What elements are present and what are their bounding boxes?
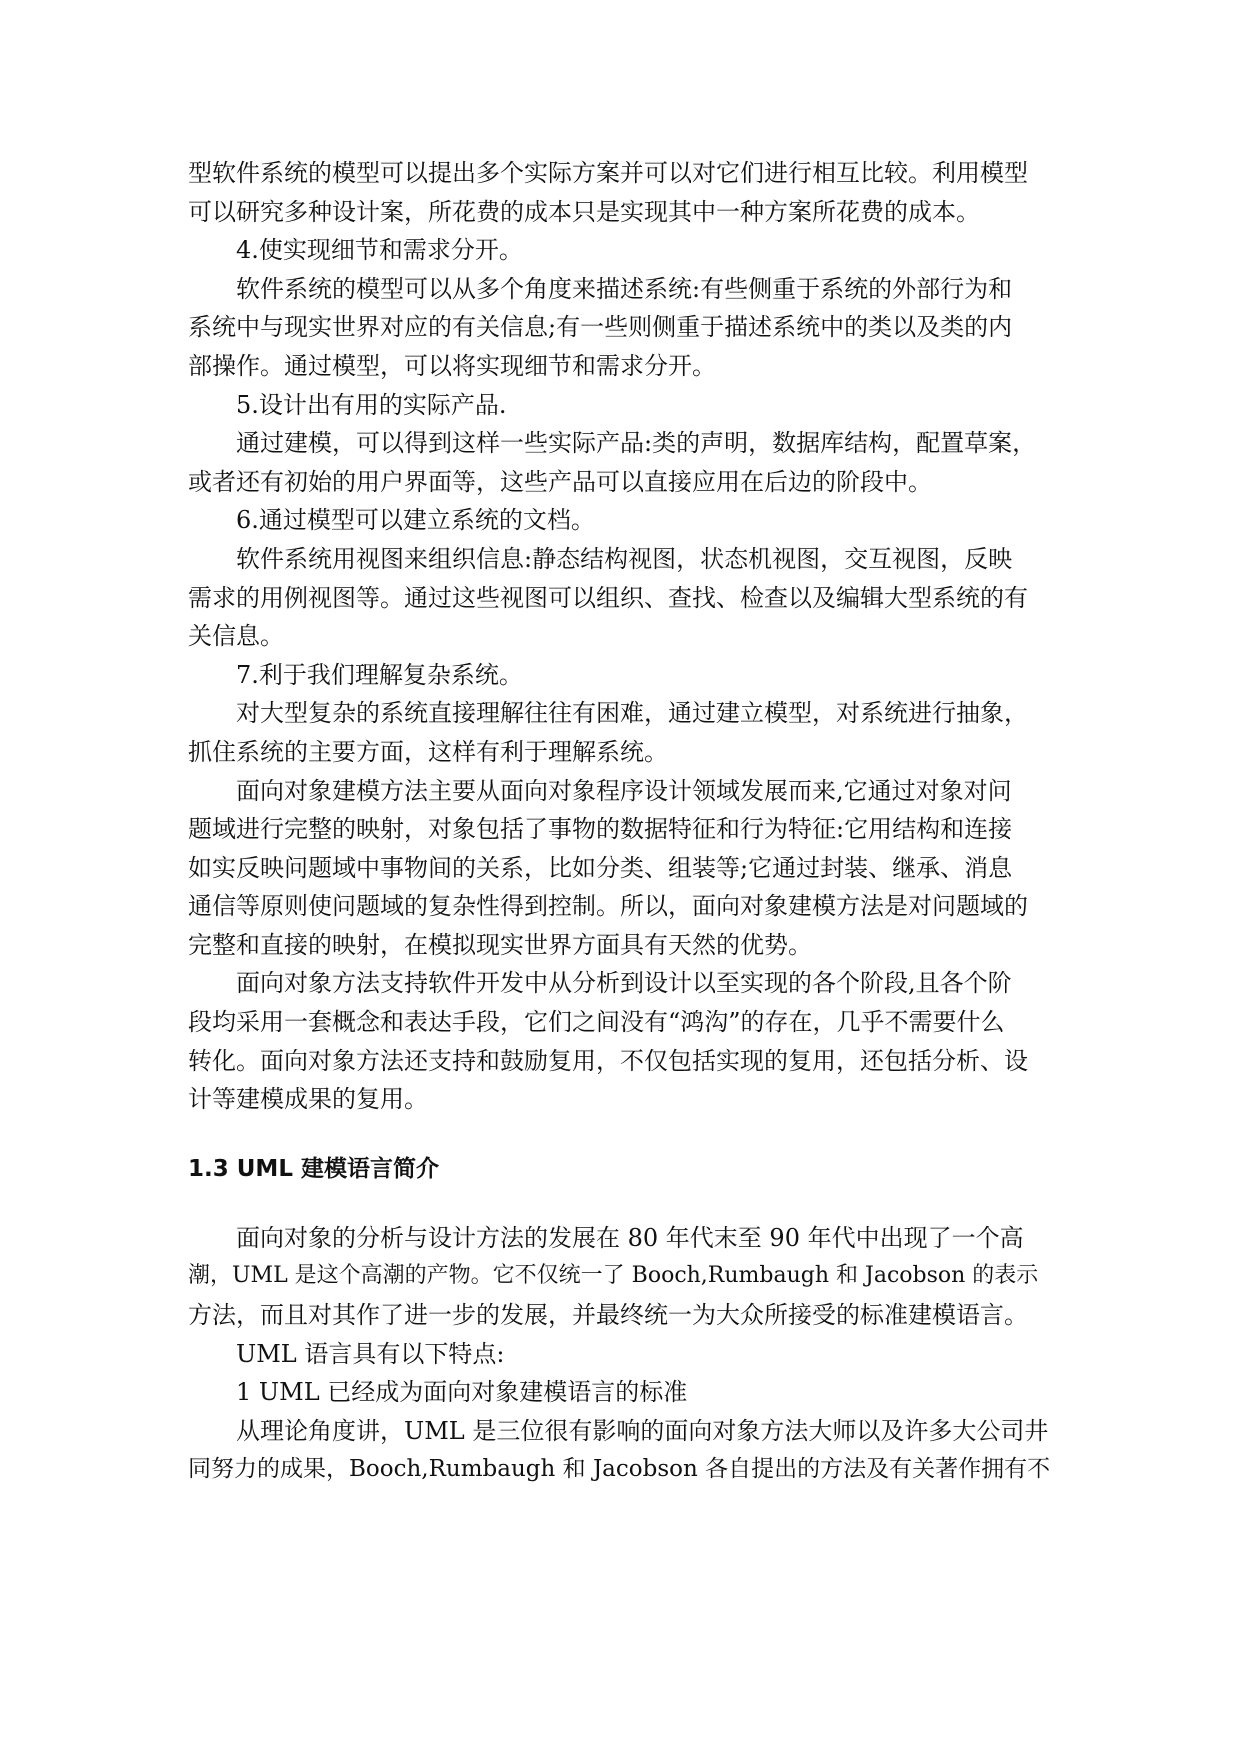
text-line: 关信息。 bbox=[188, 622, 284, 651]
text-line: 方法，而且对其作了进一步的发展，并最终统一为大众所接受的标准建模语言。 bbox=[188, 1301, 1028, 1330]
text-line: 潮，UML 是这个高潮的产物。它不仅统一了 Booch,Rumbaugh 和 Jacobson 的表示 bbox=[188, 1263, 1039, 1289]
text-line: 6.通过模型可以建立系统的文档。 bbox=[236, 506, 595, 535]
document-page bbox=[188, 154, 1054, 1489]
text-line: 型软件系统的模型可以提出多个实际方案并可以对它们进行相互比较。利用模型 bbox=[188, 159, 1028, 187]
spacer bbox=[188, 1119, 1054, 1149]
text-line: 系统中与现实世界对应的有关信息;有一些则侧重于描述系统中的类以及类的内 bbox=[188, 313, 1013, 342]
text-line: 如实反映问题域中事物间的关系，比如分类、组装等;它通过封装、继承、消息 bbox=[188, 853, 1013, 882]
text-line: 5.设计出有用的实际产品. bbox=[236, 390, 507, 419]
text-line: 软件系统的模型可以从多个角度来描述系统:有些侧重于系统的外部行为和 bbox=[236, 274, 1013, 303]
text-line: 4.使实现细节和需求分开。 bbox=[236, 236, 523, 265]
text-line: 7.利于我们理解复杂系统。 bbox=[236, 660, 523, 689]
text-line: 通过建模，可以得到这样一些实际产品:类的声明，数据库结构，配置草案， bbox=[236, 429, 1037, 458]
text-line: UML 语言具有以下特点: bbox=[236, 1339, 505, 1368]
spacer bbox=[188, 1189, 1054, 1219]
body-text-after-heading bbox=[188, 1219, 1054, 1489]
text-line: 段均采用一套概念和表达手段，它们之间没有“鸿沟”的存在，几乎不需要什么 bbox=[188, 1008, 1005, 1037]
text-line: 转化。面向对象方法还支持和鼓励复用，不仅包括实现的复用，还包括分析、设 bbox=[188, 1046, 1028, 1075]
section-heading: 1.3 UML 建模语言简介 bbox=[188, 1155, 439, 1182]
text-line: 从理论角度讲，UML 是三位很有影响的面向对象方法大师以及许多大公司井 bbox=[236, 1416, 1049, 1445]
text-line: 计等建模成果的复用。 bbox=[188, 1085, 428, 1114]
text-line: 通信等原则使问题域的复杂性得到控制。所以，面向对象建模方法是对问题域的 bbox=[188, 892, 1028, 921]
text-line: 或者还有初始的用户界面等，这些产品可以直接应用在后边的阶段中。 bbox=[188, 467, 932, 496]
text-line: 面向对象方法支持软件开发中从分析到设计以至实现的各个阶段,且各个阶 bbox=[236, 969, 1012, 998]
text-line: 面向对象建模方法主要从面向对象程序设计领域发展而来,它通过对象对问 bbox=[236, 776, 1012, 805]
body-text-before-heading bbox=[188, 154, 1054, 1119]
text-line: 对大型复杂的系统直接理解往往有困难，通过建立模型，对系统进行抽象， bbox=[236, 699, 1028, 728]
text-line: 面向对象的分析与设计方法的发展在 80 年代末至 90 年代中出现了一个高 bbox=[236, 1223, 1024, 1252]
text-line: 抓住系统的主要方面，这样有利于理解系统。 bbox=[188, 737, 668, 766]
text-line: 同努力的成果，Booch,Rumbaugh 和 Jacobson 各自提出的方法及有关著作拥有不 bbox=[188, 1456, 1051, 1483]
text-line: 软件系统用视图来组织信息:静态结构视图，状态机视图，交互视图，反映 bbox=[236, 544, 1013, 573]
text-line: 1 UML 已经成为面向对象建模语言的标准 bbox=[236, 1378, 688, 1407]
text-line: 需求的用例视图等。通过这些视图可以组织、查找、检查以及编辑大型系统的有 bbox=[188, 583, 1028, 612]
text-line: 部操作。通过模型，可以将实现细节和需求分开。 bbox=[188, 351, 716, 380]
text-line: 完整和直接的映射，在模拟现实世界方面具有天然的优势。 bbox=[188, 930, 812, 959]
text-line: 题域进行完整的映射，对象包括了事物的数据特征和行为特征:它用结构和连接 bbox=[188, 815, 1013, 844]
text-line: 可以研究多种设计案，所花费的成本只是实现其中一种方案所花费的成本。 bbox=[188, 197, 980, 226]
